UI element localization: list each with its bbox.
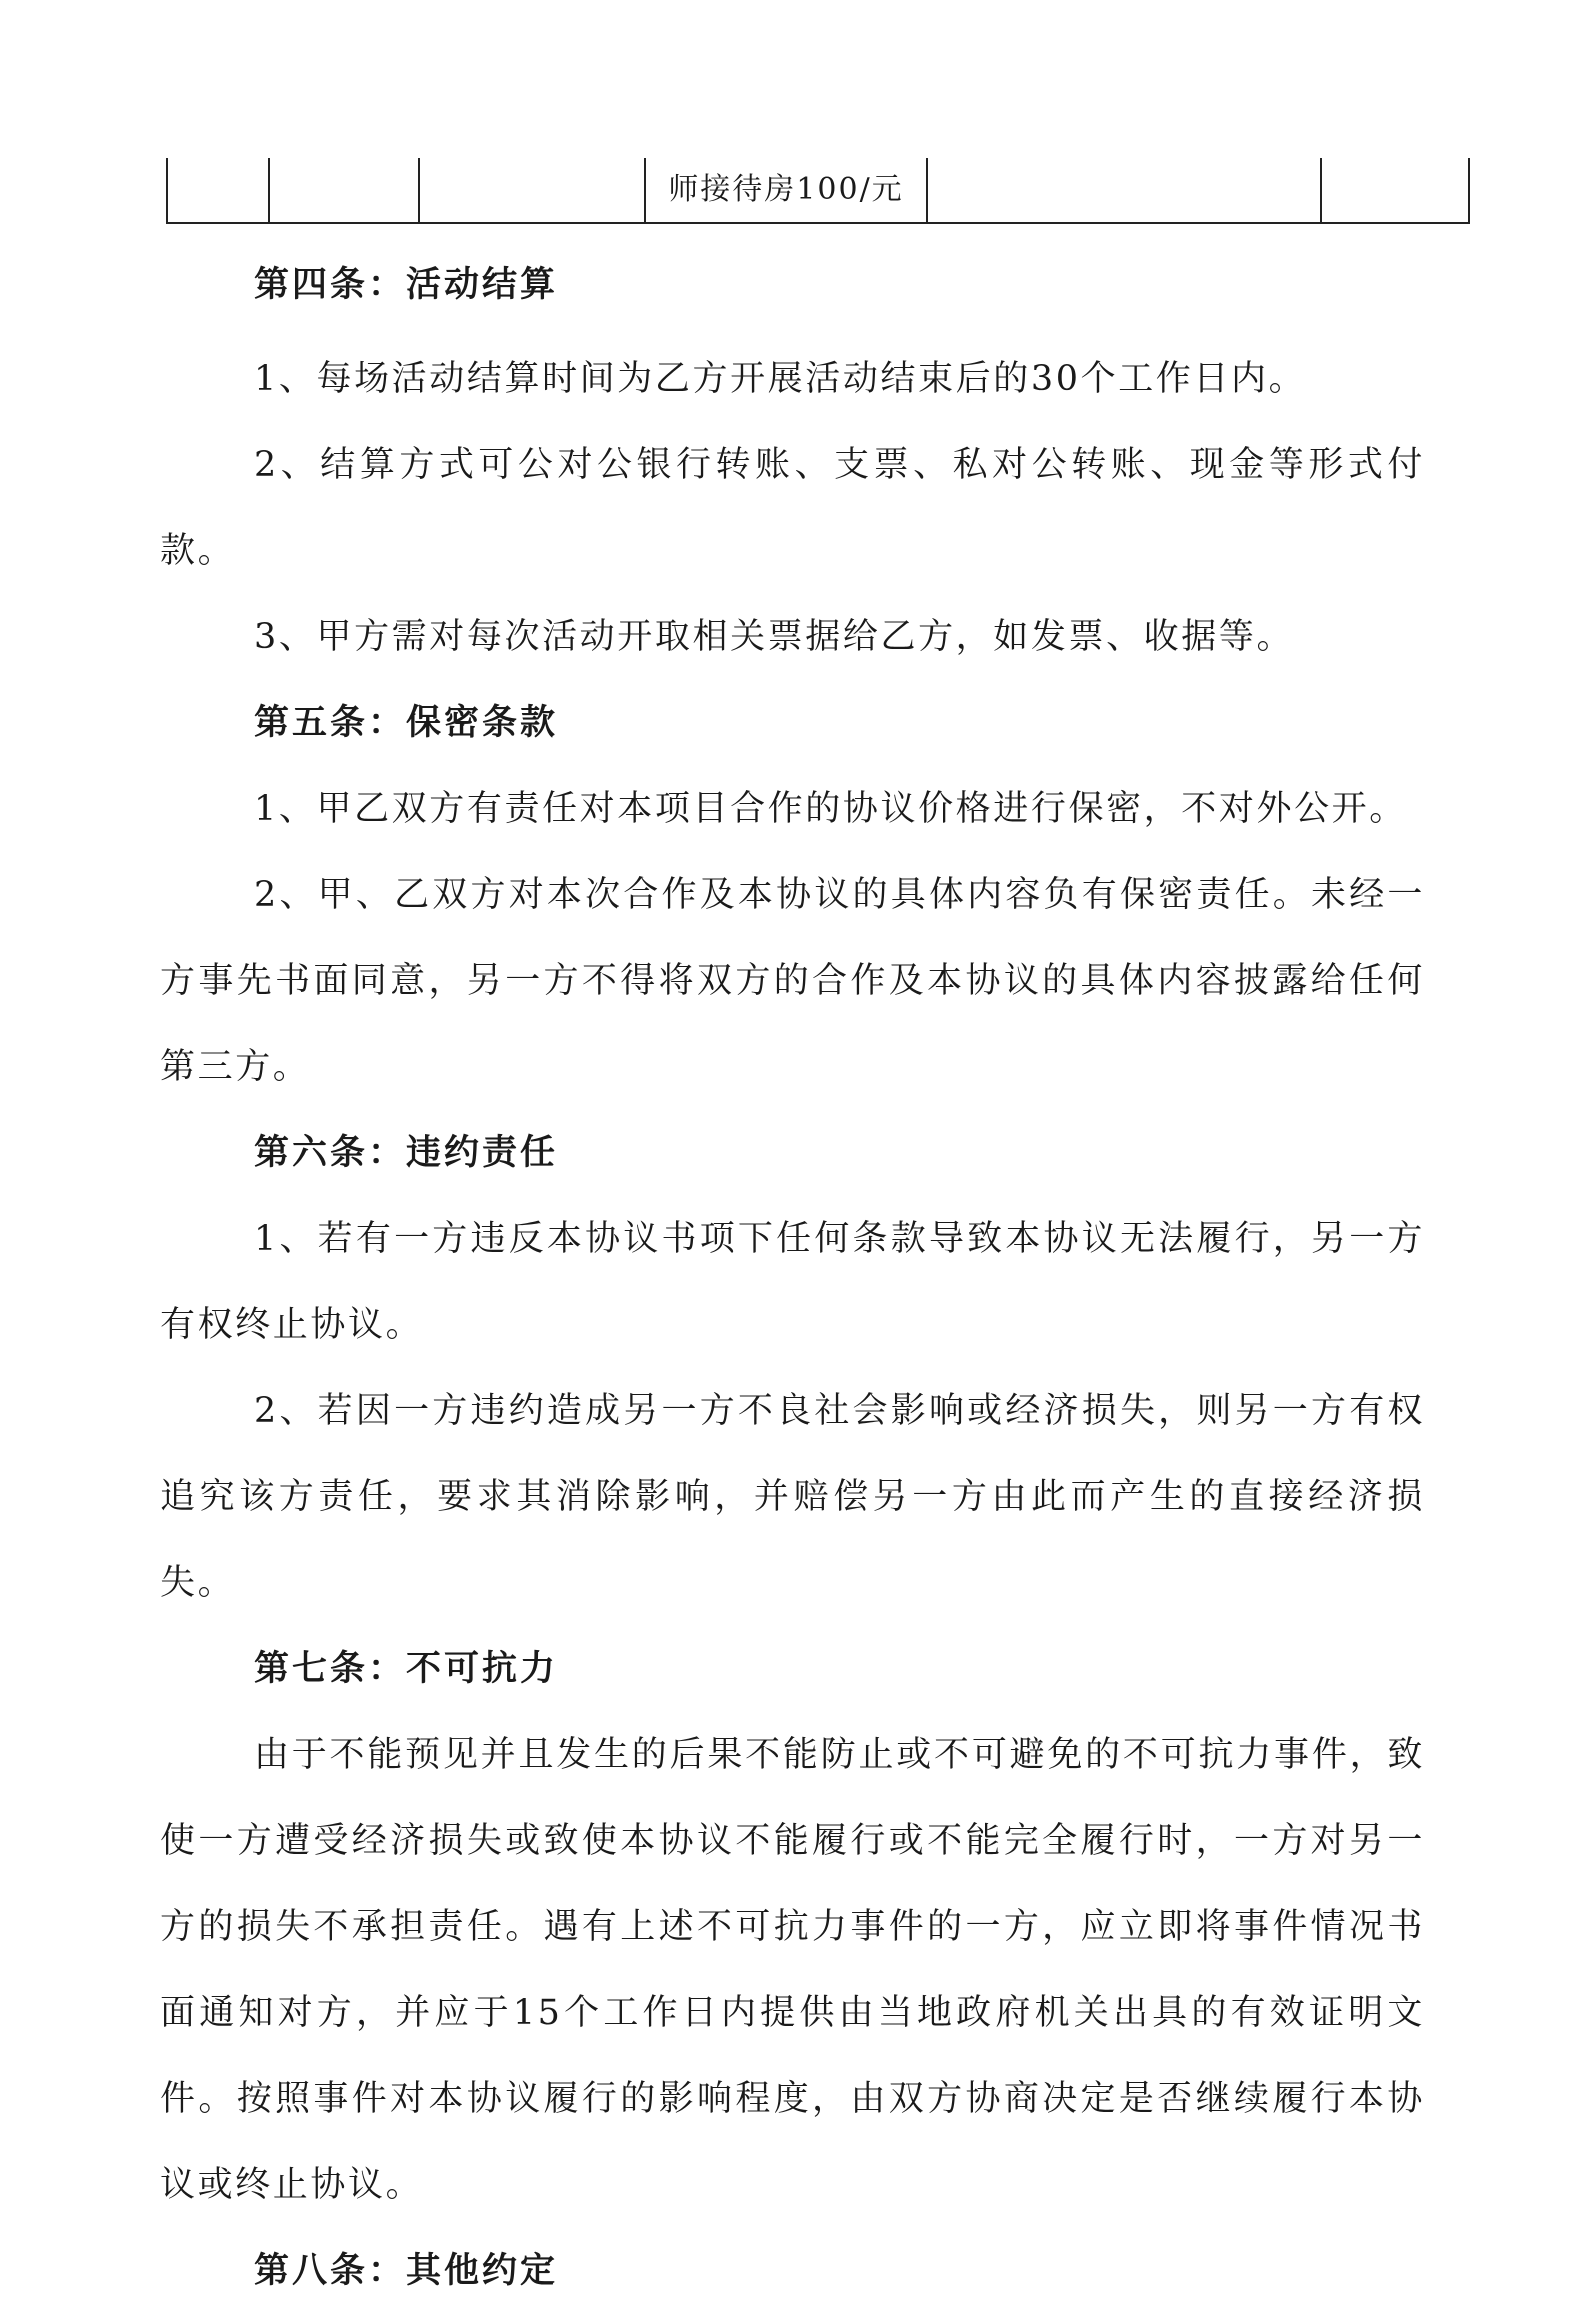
paragraph: 由于不能预见并且发生的后果不能防止或不可避免的不可抗力事件，致使一方遭受经济损失或致使本协议不能履行或不能完全履行时，一方对另一方的损失不承担责任。遇有上述不可抗力事件的一方，应立即将事件情况书面通知对方，并应于15个工作日内提供由当地政府机关出具的有效证明文件。按照事件对本协议履行的影响程度，由双方协商决定是否继续履行本协议或终止协议。	[160, 1735, 1425, 2205]
table-fragment	[166, 158, 1470, 224]
section-heading: 第七条：不可抗力	[254, 1648, 559, 1689]
table-border-line	[1320, 158, 1322, 224]
section-heading: 第五条：保密条款	[254, 702, 559, 743]
table-border-line	[166, 158, 168, 224]
document-body	[160, 242, 1425, 2314]
table-border-line	[268, 158, 270, 224]
section-confidentiality	[160, 680, 1425, 1110]
section-liability	[160, 1110, 1425, 1626]
section-heading: 第八条：其他约定	[254, 2250, 559, 2291]
section-other-agreements	[160, 2228, 1425, 2314]
section-heading: 第六条：违约责任	[254, 1132, 559, 1173]
paragraph: 2、结算方式可公对公银行转账、支票、私对公转账、现金等形式付款。	[160, 445, 1425, 571]
paragraph: 2、甲、乙双方对本次合作及本协议的具体内容负有保密责任。未经一方事先书面同意，另一方不得将双方的合作及本协议的具体内容披露给任何第三方。	[160, 875, 1425, 1087]
section-heading: 第四条：活动结算	[254, 264, 559, 305]
section-settlement	[160, 242, 1425, 680]
table-border-line	[418, 158, 420, 224]
paragraph: 2、若因一方违约造成另一方不良社会影响或经济损失，则另一方有权追究该方责任，要求其消除影响，并赔偿另一方由此而产生的直接经济损失。	[160, 1391, 1425, 1603]
paragraph: 1、每场活动结算时间为乙方开展活动结束后的30个工作日内。	[254, 359, 1307, 399]
table-cell-text: 师接待房100/元	[668, 172, 904, 207]
paragraph: 1、若有一方违反本协议书项下任何条款导致本协议无法履行，另一方有权终止协议。	[160, 1219, 1425, 1345]
table-border-line	[1468, 158, 1470, 224]
section-force-majeure	[160, 1626, 1425, 2228]
table-border-line	[926, 158, 928, 224]
paragraph: 3、甲方需对每次活动开取相关票据给乙方，如发票、收据等。	[254, 617, 1295, 657]
paragraph: 1、甲乙双方有责任对本项目合作的协议价格进行保密，不对外公开。	[254, 789, 1407, 829]
